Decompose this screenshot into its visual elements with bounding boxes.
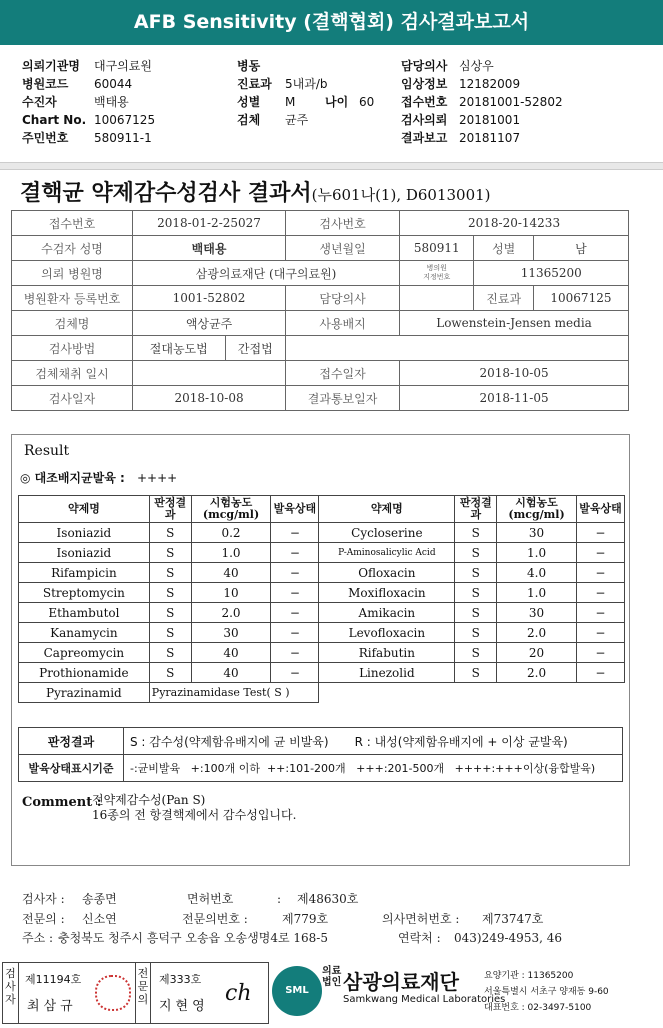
growth-status: − — [271, 583, 319, 603]
form-value: 간접법 — [225, 336, 286, 361]
form-value: 2018-11-05 — [400, 386, 629, 411]
tester-name: 최삼규 — [27, 999, 77, 1014]
legend-value — [124, 728, 623, 755]
footer-label: 주소 : — [22, 931, 54, 945]
judge-result: S — [149, 523, 191, 543]
section-divider — [0, 162, 663, 170]
tester-no: 제11194호 — [25, 973, 82, 986]
judge-result: S — [149, 623, 191, 643]
footer-label: 전문의번호 : — [182, 912, 248, 926]
footer-specialist — [22, 910, 543, 927]
age-label: 나이 — [325, 95, 349, 109]
age-value: 60 — [359, 95, 375, 109]
growth-status: − — [576, 623, 624, 643]
footer-value: 제779호 — [282, 912, 329, 926]
form-value: 2018-20-14233 — [400, 211, 629, 236]
form-label: 검체채취 일시 — [12, 361, 133, 386]
growth-status: − — [271, 543, 319, 563]
col-header-conc: 시험농도(mcg/ml) — [497, 496, 577, 523]
form-value: 백태용 — [133, 236, 286, 261]
info-value: 20181001-52802 — [459, 95, 563, 109]
org-tag-line: 법인 — [322, 977, 342, 988]
form-label: 성별 — [474, 236, 533, 261]
form-label: 접수번호 — [12, 211, 133, 236]
form-label: 진료과 — [474, 286, 533, 311]
drug-name: Ethambutol — [19, 603, 150, 623]
info-label: 검체 — [237, 113, 261, 127]
table-row — [19, 543, 625, 563]
judge-result: S — [455, 623, 497, 643]
info-value: 60044 — [94, 77, 133, 91]
form-value: 11365200 — [474, 261, 629, 286]
form-label: 접수일자 — [286, 361, 400, 386]
judge-result: S — [455, 523, 497, 543]
drug-name: Prothionamide — [19, 663, 150, 683]
growth-status: − — [271, 563, 319, 583]
drug-name: Levofloxacin — [319, 623, 455, 643]
form-label: 수검자 성명 — [12, 236, 133, 261]
growth-status: − — [576, 663, 624, 683]
form-value: 10067125 — [533, 286, 628, 311]
form-label-line: 지정번호 — [423, 273, 451, 281]
judge-result: S — [149, 663, 191, 683]
footer-label: 면허번호 — [187, 892, 234, 906]
col-header-judge: 판정결과 — [149, 496, 191, 523]
form-label: 의뢰 병원명 — [12, 261, 133, 286]
drug-name: Linezolid — [319, 663, 455, 683]
judge-result: S — [455, 663, 497, 683]
test-concentration: 2.0 — [191, 603, 271, 623]
info-value: 20181107 — [459, 131, 521, 145]
col-header-growth: 발육상태 — [576, 496, 624, 523]
comment-line: 전약제감수성(Pan S) — [92, 793, 206, 807]
info-label: 주민번호 — [22, 131, 69, 145]
table-empty — [319, 683, 625, 703]
form-value — [400, 286, 474, 311]
form-label: 검사방법 — [12, 336, 133, 361]
test-concentration: 40 — [191, 663, 271, 683]
form-value: 액상균주 — [133, 311, 286, 336]
form-label: 검사번호 — [286, 211, 400, 236]
form-label: 병원환자 등록번호 — [12, 286, 133, 311]
org-subtitle: Samkwang Medical Laboratories — [343, 994, 506, 1005]
org-code: 요양기관 : 11365200 — [484, 971, 574, 981]
form-value: 2018-10-08 — [133, 386, 286, 411]
drug-name: Rifampicin — [19, 563, 150, 583]
judge-result: S — [455, 543, 497, 563]
footer-value: 신소연 — [82, 912, 117, 926]
growth-status: − — [576, 603, 624, 623]
form-value: 삼광의료재단 (대구의료원) — [133, 261, 400, 286]
seal-icon — [95, 975, 131, 1011]
info-col-1 — [22, 58, 155, 148]
legend-r: R : 내성(약제함유배지에 + 이상 균발육) — [354, 734, 568, 749]
info-label: 의뢰기관명 — [22, 59, 80, 73]
col-header-judge: 판정결과 — [455, 496, 497, 523]
specialist-no: 제333호 — [159, 973, 202, 986]
info-label: 병원코드 — [22, 77, 69, 91]
drug-name: Cycloserine — [319, 523, 455, 543]
report-header: AFB Sensitivity (결핵협회) 검사결과보고서 — [0, 0, 663, 45]
test-concentration: 40 — [191, 563, 271, 583]
table-row — [19, 523, 625, 543]
result-title: Result — [24, 443, 70, 459]
col-header-drug: 약제명 — [319, 496, 455, 523]
judge-result: S — [455, 563, 497, 583]
specialist-label: 전문의 — [135, 963, 151, 1023]
judge-result: S — [149, 643, 191, 663]
control-colony — [20, 469, 177, 486]
pza-test: Pyrazinamidase Test( S ) — [149, 683, 319, 703]
growth-status: − — [576, 643, 624, 663]
test-concentration: 2.0 — [497, 663, 577, 683]
patient-form — [11, 210, 629, 411]
judge-result: S — [455, 643, 497, 663]
info-value: 580911-1 — [94, 131, 152, 145]
form-label: 생년월일 — [286, 236, 400, 261]
test-concentration: 1.0 — [191, 543, 271, 563]
info-label: Chart No. — [22, 113, 87, 127]
drug-name: Capreomycin — [19, 643, 150, 663]
footer-address — [22, 929, 562, 946]
drug-name: Kanamycin — [19, 623, 150, 643]
legend-s: S : 감수성(약제함유배지에 균 비발육) — [130, 734, 329, 749]
footer-label: 연락처 : — [398, 931, 441, 945]
org-tag — [322, 966, 341, 988]
info-col-3 — [401, 58, 563, 148]
footer-value: 043)249-4953, 46 — [454, 931, 562, 945]
comment-label: Comment : — [22, 795, 102, 810]
growth-status: − — [576, 583, 624, 603]
info-label: 병동 — [237, 59, 261, 73]
growth-status: − — [271, 623, 319, 643]
judge-result: S — [149, 563, 191, 583]
form-label-line: 병의원 — [426, 264, 447, 272]
comment-line: 16종의 전 항결핵제에서 감수성입니다. — [92, 808, 297, 822]
control-colony-label: ◎ 대조배지균발육 : — [20, 471, 125, 485]
org-address: 서울특별시 서초구 양재동 9-60 — [484, 987, 609, 997]
specialist-name: 지현영 — [159, 999, 209, 1014]
form-value: 남 — [533, 236, 628, 261]
form-label: 검사일자 — [12, 386, 133, 411]
info-value: 균주 — [285, 113, 309, 127]
info-value: 10067125 — [94, 113, 156, 127]
judge-result: S — [455, 583, 497, 603]
form-value: 580911 — [400, 236, 474, 261]
footer-label: 의사면허번호 : — [382, 912, 460, 926]
table-row — [19, 643, 625, 663]
growth-status: − — [271, 643, 319, 663]
tester-label: 검사자 — [3, 963, 19, 1023]
info-value: M — [285, 95, 296, 109]
form-empty — [286, 336, 629, 361]
footer-value: 제48630호 — [297, 892, 359, 906]
org-name: 삼광의료재단 — [343, 970, 459, 994]
info-label: 진료과 — [237, 77, 272, 91]
info-label: 검사의뢰 — [401, 113, 448, 127]
growth-status: − — [271, 523, 319, 543]
test-concentration: 1.0 — [497, 543, 577, 563]
org-tag-line: 의료 — [322, 966, 342, 977]
col-header-growth: 발육상태 — [271, 496, 319, 523]
pza-name: Pyrazinamid — [19, 683, 150, 703]
form-value — [133, 361, 286, 386]
growth-status: − — [576, 543, 624, 563]
test-concentration: 4.0 — [497, 563, 577, 583]
form-value: 1001-52802 — [133, 286, 286, 311]
drug-name: Rifabutin — [319, 643, 455, 663]
table-row — [19, 563, 625, 583]
result-box — [11, 434, 630, 866]
legend-label: 발육상태표시기준 — [19, 755, 124, 782]
table-row — [19, 623, 625, 643]
form-label: 사용배지 — [286, 311, 400, 336]
judge-result: S — [455, 603, 497, 623]
signature-mark: ch — [225, 981, 252, 1006]
table-row — [19, 663, 625, 683]
footer-label: 전문의 : — [22, 912, 65, 926]
info-label: 결과보고 — [401, 131, 448, 145]
growth-status: − — [576, 523, 624, 543]
form-value: 2018-01-2-25027 — [133, 211, 286, 236]
growth-status: − — [576, 563, 624, 583]
judge-result: S — [149, 603, 191, 623]
info-value: 대구의료원 — [94, 59, 152, 73]
signature-box — [2, 962, 269, 1024]
test-concentration: 20 — [497, 643, 577, 663]
info-value: 20181001 — [459, 113, 521, 127]
table-row — [19, 603, 625, 623]
test-concentration: 30 — [191, 623, 271, 643]
info-label: 성별 — [237, 95, 261, 109]
drug-name: Ofloxacin — [319, 563, 455, 583]
test-concentration: 10 — [191, 583, 271, 603]
growth-status: − — [271, 603, 319, 623]
drug-name: Streptomycin — [19, 583, 150, 603]
footer-value: 제73747호 — [482, 912, 544, 926]
legend-label: 판정결과 — [19, 728, 124, 755]
info-col-2 — [237, 58, 374, 130]
comment-text — [92, 793, 296, 823]
judge-result: S — [149, 583, 191, 603]
report-code: (누601나(1), D6013001) — [311, 186, 491, 204]
footer-value: 충청북도 청주시 흥덕구 오송읍 오송생명4로 168-5 — [58, 931, 328, 945]
growth-status: − — [271, 663, 319, 683]
report-title — [20, 176, 491, 207]
form-label: 검체명 — [12, 311, 133, 336]
form-label: 결과통보일자 — [286, 386, 400, 411]
form-label: 담당의사 — [286, 286, 400, 311]
drug-name: Moxifloxacin — [319, 583, 455, 603]
info-label: 수진자 — [22, 95, 57, 109]
info-value: 5내과/b — [285, 77, 328, 91]
org-phone: 대표번호 : 02-3497-5100 — [484, 1003, 592, 1013]
legend-value: -:균비발육 +:100개 이하 ++:101-200개 +++:201-500개 ++++:+++이상(융합발육) — [124, 755, 623, 782]
form-value: 2018-10-05 — [400, 361, 629, 386]
test-concentration: 30 — [497, 523, 577, 543]
test-concentration: 40 — [191, 643, 271, 663]
form-value: 절대농도법 — [133, 336, 226, 361]
drug-table — [18, 495, 625, 703]
info-label: 임상정보 — [401, 77, 448, 91]
info-label: 담당의사 — [401, 59, 448, 73]
drug-name: Amikacin — [319, 603, 455, 623]
test-concentration: 30 — [497, 603, 577, 623]
test-concentration: 1.0 — [497, 583, 577, 603]
legend-table — [18, 727, 623, 782]
footer-label: 검사자 : — [22, 892, 65, 906]
form-label — [400, 261, 474, 286]
col-header-conc: 시험농도(mcg/ml) — [191, 496, 271, 523]
drug-name: Isoniazid — [19, 523, 150, 543]
info-value: 백태용 — [94, 95, 129, 109]
info-value: 12182009 — [459, 77, 521, 91]
test-concentration: 2.0 — [497, 623, 577, 643]
footer-value: 송종면 — [82, 892, 117, 906]
control-colony-value: ++++ — [136, 471, 178, 485]
drug-name: Isoniazid — [19, 543, 150, 563]
test-concentration: 0.2 — [191, 523, 271, 543]
drug-name: P-Aminosalicylic Acid — [319, 543, 455, 563]
report-title-text: 결핵균 약제감수성검사 결과서 — [20, 180, 312, 206]
form-value: Lowenstein-Jensen media — [400, 311, 629, 336]
judge-result: S — [149, 543, 191, 563]
footer-tester: 검사자 : 송종면 면허번호 : 제48630호 — [22, 892, 359, 906]
col-header-drug: 약제명 — [19, 496, 150, 523]
sml-logo-icon: SML — [272, 966, 322, 1016]
info-value: 심상우 — [459, 59, 494, 73]
table-row — [19, 583, 625, 603]
info-label: 접수번호 — [401, 95, 448, 109]
